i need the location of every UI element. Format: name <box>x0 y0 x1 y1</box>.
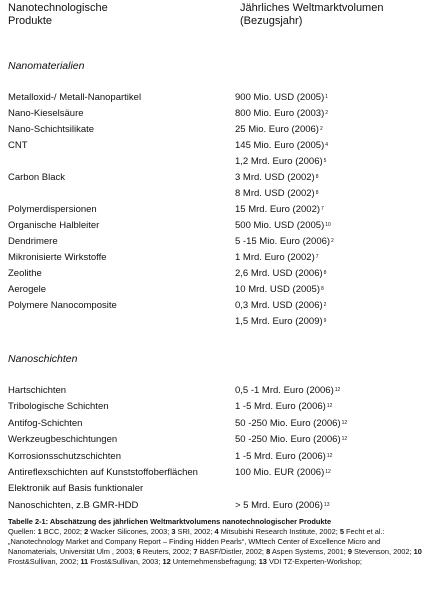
product-name: Nano-Kieselsäure <box>8 108 84 119</box>
table-row <box>8 466 423 480</box>
product-name: Aerogele <box>8 284 47 295</box>
market-volume-value: 1,5 Mrd. Euro (2009) <box>235 316 323 327</box>
product-name: Metalloxid-/ Metall-Nanopartikel <box>8 92 142 103</box>
market-volume <box>235 384 340 398</box>
source-reference: 12 <box>334 387 341 393</box>
source-reference: 4 <box>325 142 329 148</box>
source-reference: 9 <box>323 318 327 324</box>
market-volume-value: 100 Mio. EUR (2006) <box>235 467 325 478</box>
table-row <box>8 417 423 431</box>
source-text: VDI TZ-Experten-Workshop; <box>268 557 362 566</box>
market-volume <box>235 433 347 447</box>
source-number: 3 <box>171 527 176 536</box>
source-number: 8 <box>266 547 271 556</box>
product-name: Polymere Nanocomposite <box>8 300 117 311</box>
source-number: 12 <box>162 557 171 566</box>
caption-title: Tabelle 2-1: Abschätzung des jährlichen Weltmarktvolumens nanotechnologischer Produkte <box>8 517 332 526</box>
table-row <box>8 315 423 329</box>
table-row <box>8 219 423 233</box>
source-reference: 8 <box>321 286 324 292</box>
source-text: Stevenson, 2002; <box>354 547 412 556</box>
market-volume-value: 5 -15 Mio. Euro (2006) <box>235 236 331 247</box>
source-text: Frost&Sullivan, 2002; <box>8 557 79 566</box>
table-row <box>8 283 423 297</box>
table-row <box>8 499 423 513</box>
table-row <box>8 107 423 121</box>
source-text: Fecht et al.: „Nanotechnology Market and Company Report – Finding Hidden Pearls“, WMtech Center of Excellence Micro and Nanomaterials, Universität Ulm , 2003; <box>8 527 385 556</box>
table-row <box>8 187 423 201</box>
source-number: 4 <box>214 527 219 536</box>
column-header-products: Nanotechnologische Produkte <box>8 2 108 27</box>
product-name: Elektronik auf Basis funktionaler <box>8 483 144 495</box>
source-reference: 12 <box>341 436 348 443</box>
market-volume <box>235 187 319 201</box>
source-number: 10 <box>413 547 422 556</box>
source-reference: 2 <box>325 110 329 116</box>
table-row <box>8 433 423 447</box>
source-reference: 1 <box>325 94 329 100</box>
market-volume-value: 800 Mio. Euro (2003) <box>235 108 325 119</box>
product-name: Tribologische Schichten <box>8 401 109 413</box>
market-volume-value: 15 Mrd. Euro (2002) <box>235 204 321 215</box>
table-row <box>8 400 423 414</box>
table-row <box>8 251 423 265</box>
market-volume-value: 900 Mio. USD (2005) <box>235 92 325 103</box>
market-volume <box>235 251 319 265</box>
source-text: Aspen Systems, 2001; <box>271 547 346 556</box>
market-volume-value: 8 Mrd. USD (2002) <box>235 188 315 199</box>
table-row <box>8 203 423 217</box>
product-name: Antireflexschichten auf Kunststoffoberflächen <box>8 467 198 478</box>
market-volume <box>235 139 328 153</box>
market-volume-value: 145 Mio. Euro (2005) <box>235 140 325 151</box>
source-text: BCC, 2002; <box>43 527 82 536</box>
source-number: 5 <box>339 527 344 536</box>
source-text: Mitsubishi Research Institute, 2002; <box>220 527 338 536</box>
source-reference: 8 <box>323 270 327 276</box>
source-number: 2 <box>84 527 89 536</box>
market-volume <box>235 107 328 121</box>
market-volume <box>235 155 326 169</box>
market-volume <box>235 299 326 313</box>
product-name: Nano-Schichtsilikate <box>8 124 95 135</box>
source-number: 7 <box>193 547 198 556</box>
market-volume <box>235 466 331 480</box>
source-text: Reuters, 2002; <box>142 547 192 556</box>
product-name: Mikronisierte Wirkstoffe <box>8 252 107 263</box>
source-number: 11 <box>80 557 89 566</box>
market-volume-value: 1 -5 Mrd. Euro (2006) <box>235 450 326 462</box>
source-reference: 8 <box>315 174 319 180</box>
source-reference: 2 <box>331 238 334 244</box>
table-row <box>8 139 423 153</box>
market-volume <box>235 219 331 233</box>
source-reference: 2 <box>319 126 323 132</box>
market-volume <box>235 171 319 185</box>
table-row <box>8 171 423 185</box>
source-reference: 7 <box>315 254 319 260</box>
market-volume-value: 1 -5 Mrd. Euro (2006) <box>235 401 326 413</box>
market-volume <box>235 91 328 105</box>
product-name: Hartschichten <box>8 385 67 396</box>
source-number: 9 <box>347 547 352 556</box>
market-volume-value: 500 Mio. USD (2005) <box>235 220 325 231</box>
market-volume <box>235 417 347 431</box>
source-reference: 12 <box>326 452 333 459</box>
market-volume-value: 2,6 Mrd. USD (2006) <box>235 268 323 279</box>
source-text: Frost&Sullivan, 2003; <box>90 557 161 566</box>
table-row <box>8 299 423 313</box>
product-name: Zeolithe <box>8 268 42 279</box>
source-reference: 12 <box>325 469 331 475</box>
table-row <box>8 235 423 249</box>
table-row <box>8 155 423 169</box>
product-name: Organische Halbleiter <box>8 220 100 231</box>
table-row <box>8 267 423 281</box>
table-row <box>8 482 423 496</box>
market-volume <box>235 235 334 249</box>
product-name: Dendrimere <box>8 236 58 247</box>
market-volume-value: 10 Mrd. USD (2005) <box>235 284 321 295</box>
source-text: Unternehmensbefragung; <box>172 557 257 566</box>
section-heading-nanomaterials: Nanomaterialien <box>8 60 85 72</box>
column-header-market-volume: Jährliches Weltmarktvolumen (Bezugsjahr) <box>240 2 384 27</box>
sources-label: Quellen: <box>8 527 38 536</box>
source-reference: 13 <box>323 501 330 508</box>
table-row <box>8 123 423 137</box>
section-heading-nanolayers: Nanoschichten <box>8 353 78 365</box>
market-volume-value: 50 -250 Mio. Euro (2006) <box>235 434 341 446</box>
market-volume <box>235 267 326 281</box>
table-row <box>8 384 423 398</box>
market-volume-value: 3 Mrd. USD (2002) <box>235 172 315 183</box>
source-reference: 12 <box>326 403 333 410</box>
source-number: 13 <box>258 557 267 566</box>
source-text: Wacker Silicones, 2003; <box>90 527 170 536</box>
source-reference: 5 <box>323 158 327 164</box>
source-reference: 8 <box>315 190 319 196</box>
market-volume-value: 1 Mrd. Euro (2002) <box>235 252 315 263</box>
product-name: Antifog-Schichten <box>8 417 83 429</box>
product-name: Carbon Black <box>8 172 66 183</box>
market-volume <box>235 499 329 513</box>
market-volume <box>235 123 323 137</box>
source-text: SRI, 2002; <box>177 527 213 536</box>
market-volume <box>235 203 324 217</box>
market-volume-value: 0,3 Mrd. USD (2006) <box>235 300 323 311</box>
product-name: CNT <box>8 140 28 151</box>
source-reference: 10 <box>325 222 331 228</box>
market-volume-value: 50 -250 Mio. Euro (2006) <box>235 417 341 429</box>
table-row <box>8 91 423 105</box>
source-number: 1 <box>37 527 42 536</box>
source-reference: 7 <box>321 206 324 212</box>
product-name: Nanoschichten, z.B GMR-HDD <box>8 499 139 511</box>
caption-sources <box>8 527 423 567</box>
market-volume <box>235 315 326 329</box>
market-volume-value: 0,5 -1 Mrd. Euro (2006) <box>235 385 334 396</box>
market-volume-value: 25 Mio. Euro (2006) <box>235 124 319 135</box>
market-volume-value: > 5 Mrd. Euro (2006) <box>235 499 323 511</box>
market-volume <box>235 450 332 464</box>
table-row <box>8 450 423 464</box>
market-volume-value: 1,2 Mrd. Euro (2006) <box>235 156 323 167</box>
market-volume <box>235 283 324 297</box>
source-reference: 2 <box>323 302 327 308</box>
product-name: Werkzeugbeschichtungen <box>8 434 118 446</box>
product-name: Korrosionsschutzschichten <box>8 450 121 462</box>
market-volume <box>235 400 332 414</box>
source-reference: 12 <box>341 419 348 426</box>
source-text: BASF/Distler, 2002; <box>199 547 264 556</box>
table-caption <box>8 517 423 567</box>
product-name: Polymerdispersionen <box>8 204 97 215</box>
source-number: 6 <box>136 547 141 556</box>
